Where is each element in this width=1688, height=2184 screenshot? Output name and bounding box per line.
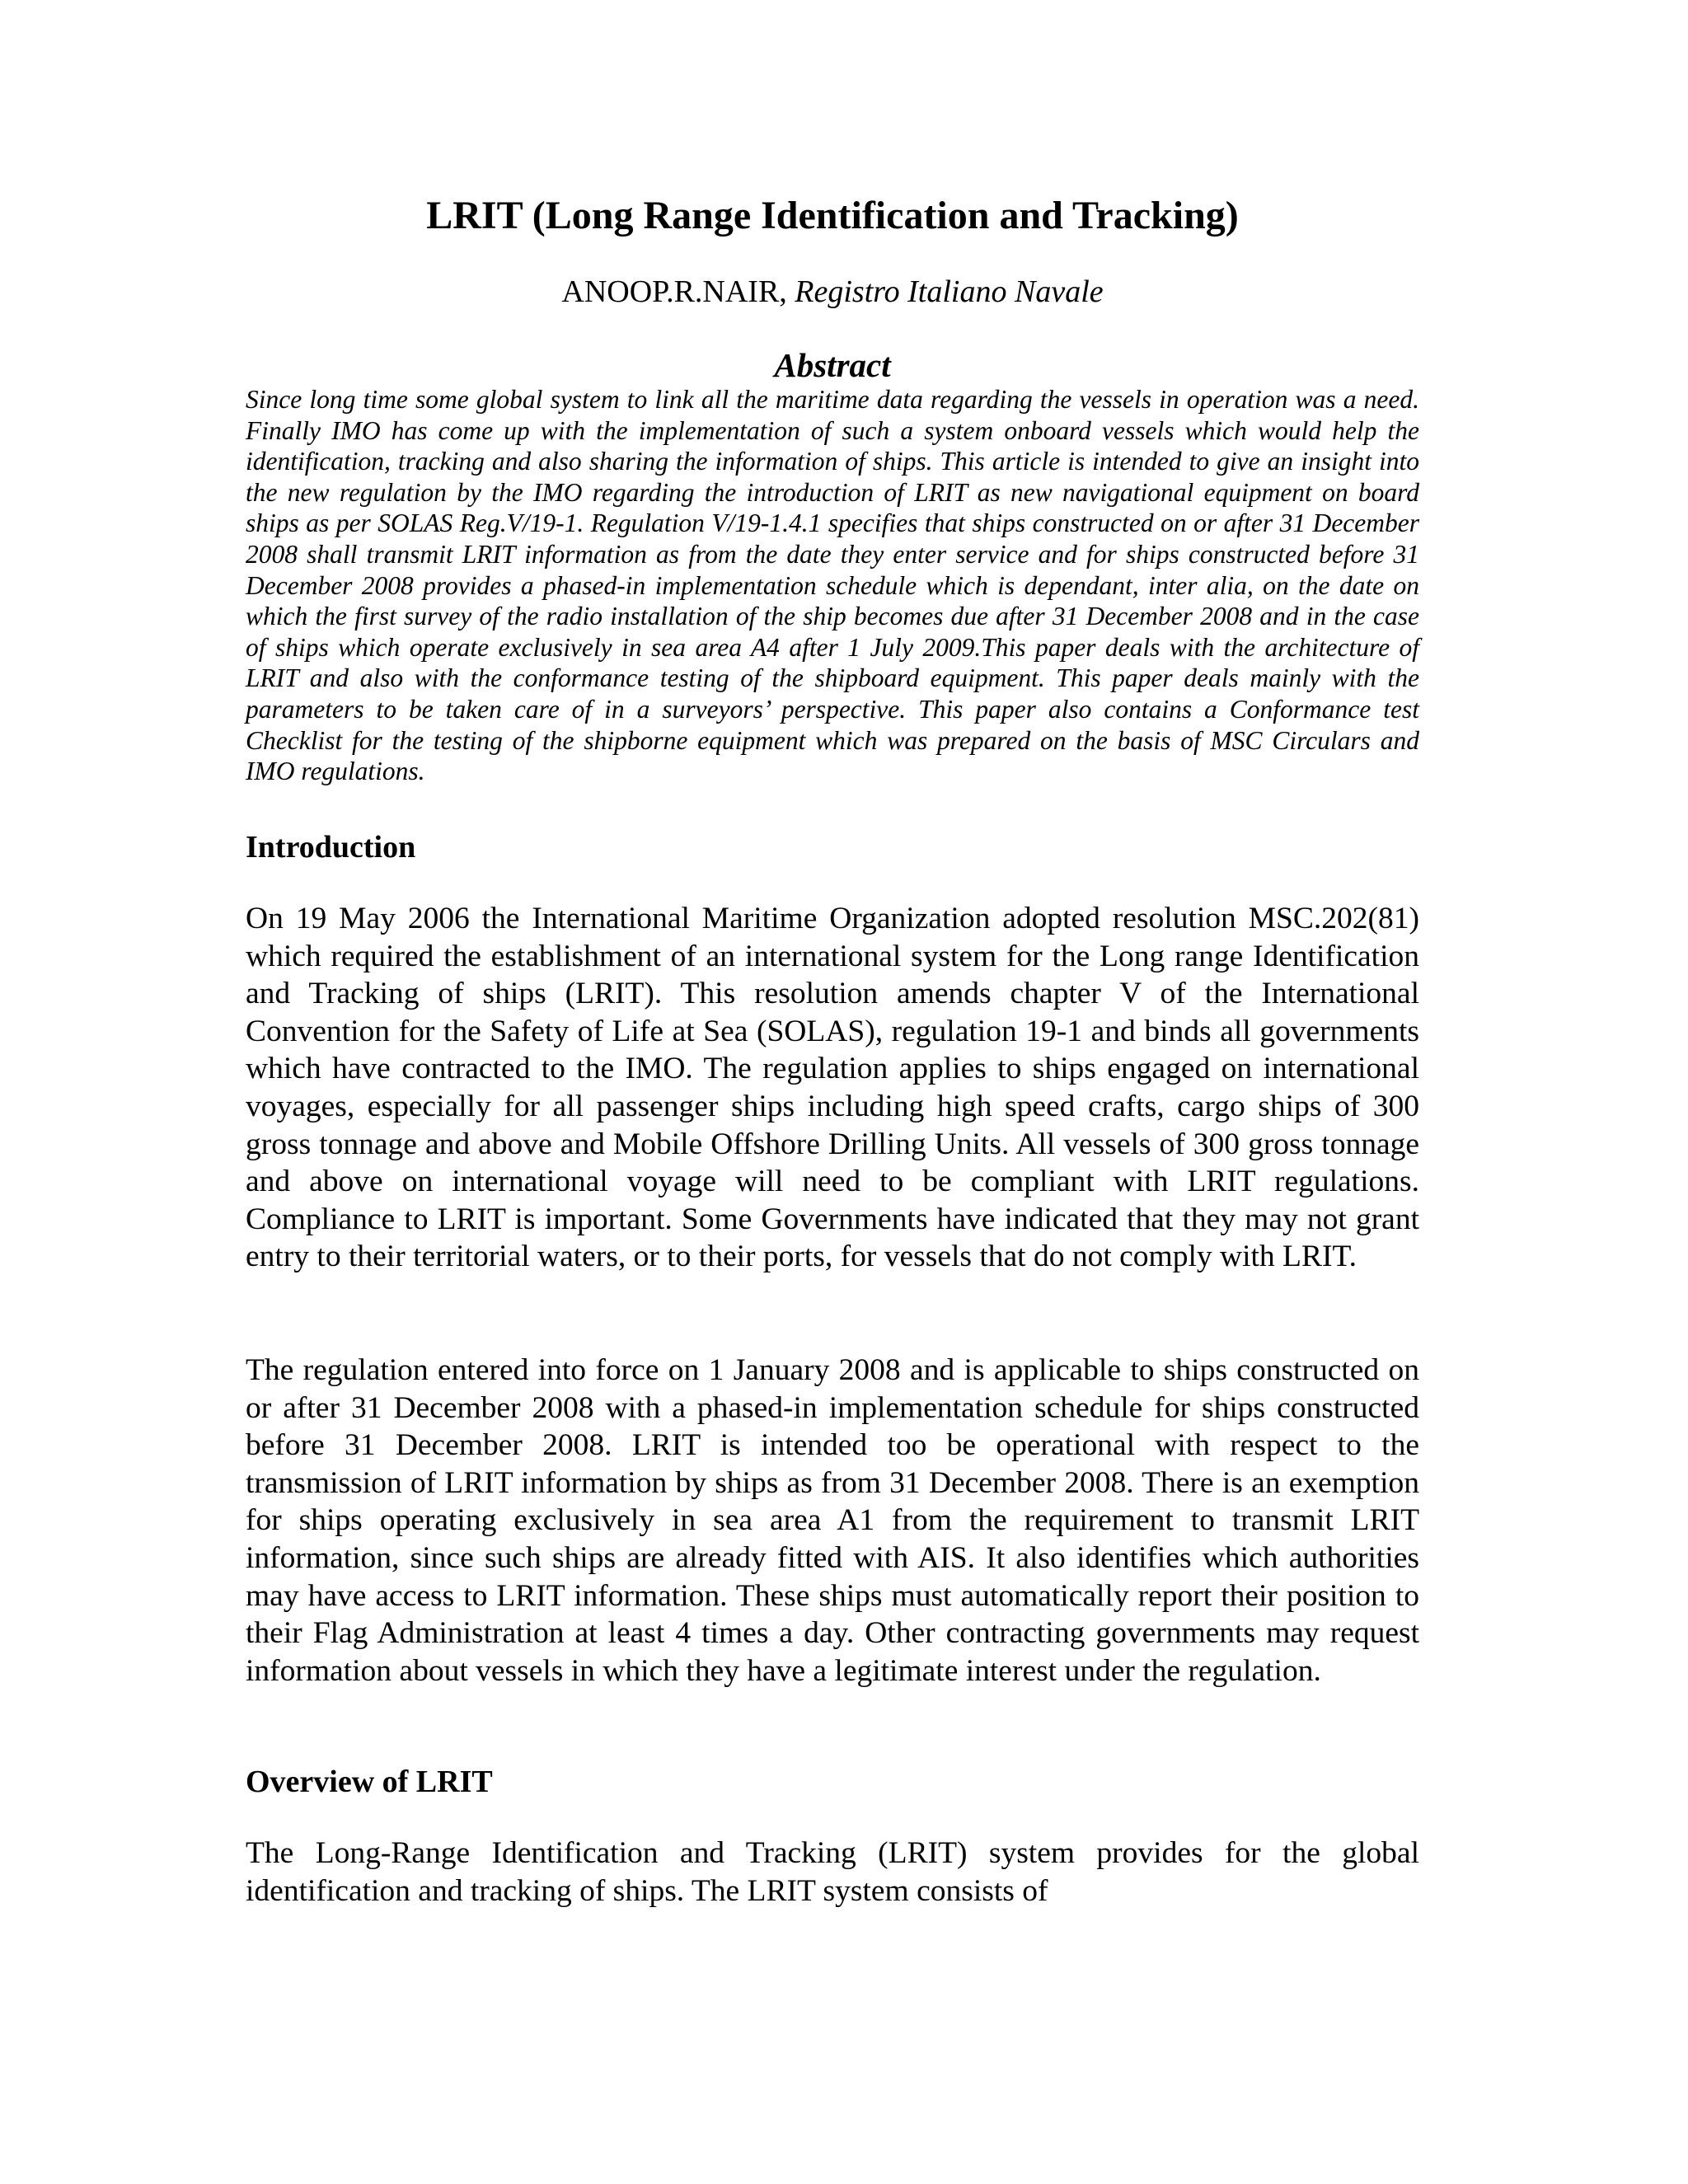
abstract-text: Since long time some global system to link all the maritime data regarding the vessels in operation was a need. Finally IMO has come up with the implementation of such a system onboard vessels which would help the identification, tracking and also sharing the information of ships. This article is intended to give an insight into the new regulation by the IMO regarding the introduction of LRIT as new navigational equipment on board ships as per SOLAS Reg.V/19-1. Regulation V/19-1.4.1 specifies that ships constructed on or after 31 December 2008 shall transmit LRIT information as from the date they enter service and for ships constructed before 31 December 2008 provides a phased-in implementation schedule which is dependant, inter alia, on the date on which the first survey of the radio installation of the ship becomes due after 31 December 2008 and in the case of ships which operate exclusively in sea area A4 after 1 July 2009.This paper deals with the architecture of LRIT and also with the conformance testing of the shipboard equipment. This paper deals mainly with the parameters to be taken care of in a surveyors’ perspective. This paper also contains a Conformance test Checklist for the testing of the shipborne equipment which was prepared on the basis of MSC Circulars and IMO regulations.	[246, 385, 1419, 786]
author-name: ANOOP.R.NAIR,	[561, 274, 795, 309]
paper-title: LRIT (Long Range Identification and Tracking)	[426, 194, 1239, 237]
overview-paragraph-1: The Long-Range Identification and Tracking (LRIT) system provides for the global identification and tracking of ships. The LRIT system consists of	[246, 1836, 1419, 1908]
author-affiliation: Registro Italiano Navale	[795, 274, 1104, 309]
introduction-paragraph-2: The regulation entered into force on 1 January 2008 and is applicable to ships constructed on or after 31 December 2008 with a phased-in implementation schedule for ships constructed before 31 December 2008. LRIT is intended too be operational with respect to the transmission of LRIT information by ships as from 31 December 2008. There is an exemption for ships operating exclusively in sea area A1 from the requirement to transmit LRIT information, since such ships are already fitted with AIS. It also identifies which authorities may have access to LRIT information. These ships must automatically report their position to their Flag Administration at least 4 times a day. Other contracting governments may request information about vessels in which they have a legitimate interest under the regulation.	[246, 1353, 1419, 1688]
abstract-heading: Abstract	[774, 346, 891, 384]
introduction-paragraph-1: On 19 May 2006 the International Maritime Organization adopted resolution MSC.202(81) which required the establishment of an international system for the Long range Identification and Tracking of ships (LRIT). This resolution amends chapter V of the International Convention for the Safety of Life at Sea (SOLAS), regulation 19-1 and binds all governments which have contracted to the IMO. The regulation applies to ships engaged on international voyages, especially for all passenger ships including high speed crafts, cargo ships of 300 gross tonnage and above and Mobile Offshore Drilling Units. All vessels of 300 gross tonnage and above on international voyage will need to be compliant with LRIT regulations. Compliance to LRIT is important. Some Governments have indicated that they may not grant entry to their territorial waters, or to their ports, for vessels that do not comply with LRIT.	[246, 902, 1419, 1274]
section-heading-introduction: Introduction	[246, 830, 416, 865]
author-line	[246, 272, 1419, 312]
section-heading-overview: Overview of LRIT	[246, 1765, 493, 1799]
